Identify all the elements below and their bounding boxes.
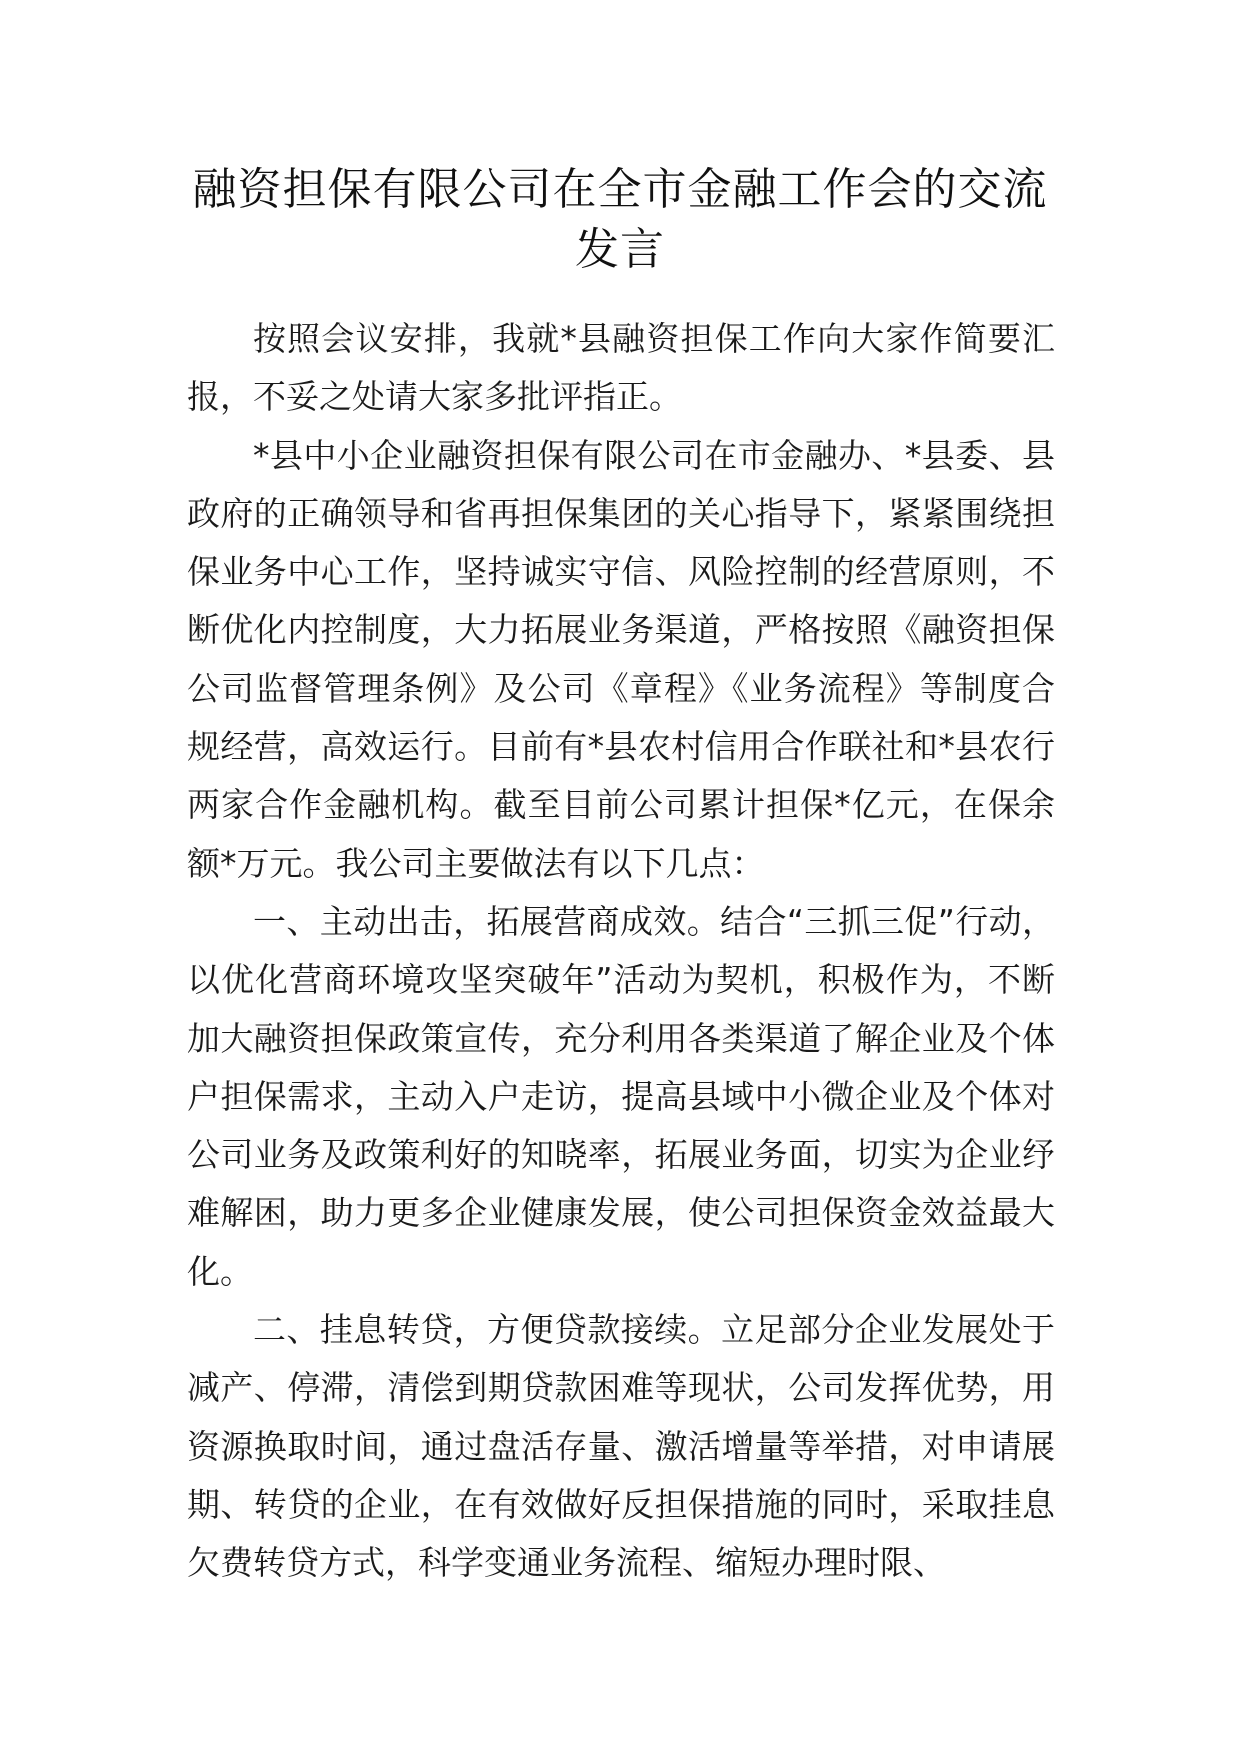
document-body [187, 310, 1055, 1593]
paragraph-point-one: 一、主动出击，拓展营商成效。结合“三抓三促”行动，以优化营商环境攻坚突破年”活动为契机，积极作为，不断加大融资担保政策宣传，充分利用各类渠道了解企业及个体户担保需求，主动入户走访，提高县域中小微企业及个体对公司业务及政策利好的知晓率，拓展业务面，切实为企业纾难解困，助力更多企业健康发展，使公司担保资金效益最大化。 [187, 901, 1055, 1291]
paragraph-company-overview: *县中小企业融资担保有限公司在市金融办、*县委、县政府的正确领导和省再担保集团的关心指导下，紧紧围绕担保业务中心工作，坚持诚实守信、风险控制的经营原则，不断优化内控制度，大力拓展业务渠道，严格按照《融资担保公司监督管理条例》及公司《章程》《业务流程》等制度合规经营，高效运行。目前有*县农村信用合作联社和*县农行两家合作金融机构。截至目前公司累计担保*亿元，在保余额*万元。我公司主要做法有以下几点： [187, 435, 1055, 883]
paragraph-intro: 按照会议安排，我就*县融资担保工作向大家作简要汇报，不妥之处请大家多批评指正。 [187, 319, 1055, 417]
paragraph-point-two: 二、挂息转贷，方便贷款接续。立足部分企业发展处于减产、停滞，清偿到期贷款困难等现状，公司发挥优势，用资源换取时间，通过盘活存量、激活增量等举措，对申请展期、转贷的企业，在有效做好反担保措施的同时，采取挂息欠费转贷方式，科学变通业务流程、缩短办理时限、 [187, 1310, 1055, 1583]
document-title: 融资担保有限公司在全市金融工作会的交流发言 [192, 164, 1048, 275]
